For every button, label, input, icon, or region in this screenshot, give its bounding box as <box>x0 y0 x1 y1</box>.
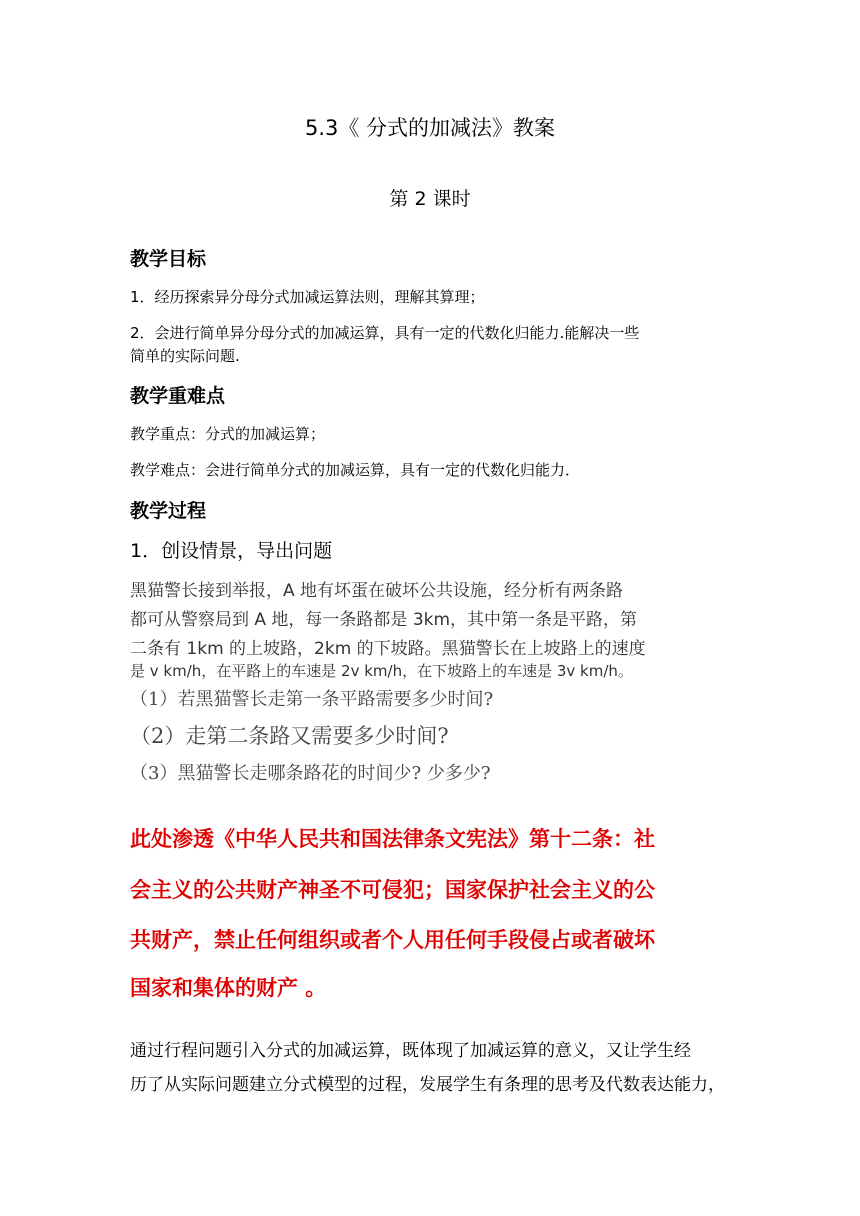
scenario-line: 都可从警察局到 A 地，每一条路都是 3km，其中第一条是平路，第 <box>130 610 638 630</box>
law-note-line: 此处渗透《中华人民共和国法律条文宪法》第十二条：社 <box>130 826 655 851</box>
scenario-line: 是 v km/h，在平路上的车速是 2v km/h，在下坡路上的车速是 3v km/h。 <box>130 662 633 680</box>
commentary-line: 历了从实际问题建立分式模型的过程，发展学生有条理的思考及代数表达能力， <box>130 1075 725 1095</box>
commentary-line: 通过行程问题引入分式的加减运算，既体现了加减运算的意义，又让学生经 <box>130 1041 691 1061</box>
process-heading: 教学过程 <box>130 500 207 522</box>
question-3: （3）黑猫警长走哪条路花的时间少? 少多少? <box>130 763 491 784</box>
question-2: （2）走第二条路又需要多少时间? <box>130 724 449 748</box>
objective-item-1: 1．经历探索异分母分式加减运算法则，理解其算理； <box>130 288 485 306</box>
lesson-period: 第 2 课时 <box>389 188 471 210</box>
law-note-line: 共财产，禁止任何组织或者个人用任何手段侵占或者破坏 <box>130 927 655 952</box>
scenario-line: 黑猫警长接到举报，A 地有坏蛋在破坏公共设施，经分析有两条路 <box>130 581 624 601</box>
key-point: 教学重点：分式的加减运算； <box>130 425 326 443</box>
step-1-title: 1．创设情景，导出问题 <box>130 540 333 562</box>
law-note-line: 会主义的公共财产神圣不可侵犯；国家保护社会主义的公 <box>130 877 655 902</box>
question-1: （1）若黑猫警长走第一条平路需要多少时间? <box>130 689 494 710</box>
law-note-line: 国家和集体的财产 。 <box>130 975 327 1000</box>
difficult-point: 教学难点：会进行简单分式的加减运算，具有一定的代数化归能力． <box>130 461 581 479</box>
objective-item-2-line-1: 2．会进行简单异分母分式的加减运算，具有一定的代数化归能力.能解决一些 <box>130 324 640 342</box>
objectives-heading: 教学目标 <box>130 248 207 270</box>
objective-item-2-line-2: 简单的实际问题. <box>130 347 240 365</box>
keypoints-heading: 教学重难点 <box>130 385 226 407</box>
scenario-line: 二条有 1km 的上坡路，2km 的下坡路。黑猫警长在上坡路上的速度 <box>130 639 646 659</box>
document-title: 5.3《 分式的加减法》教案 <box>304 116 556 140</box>
